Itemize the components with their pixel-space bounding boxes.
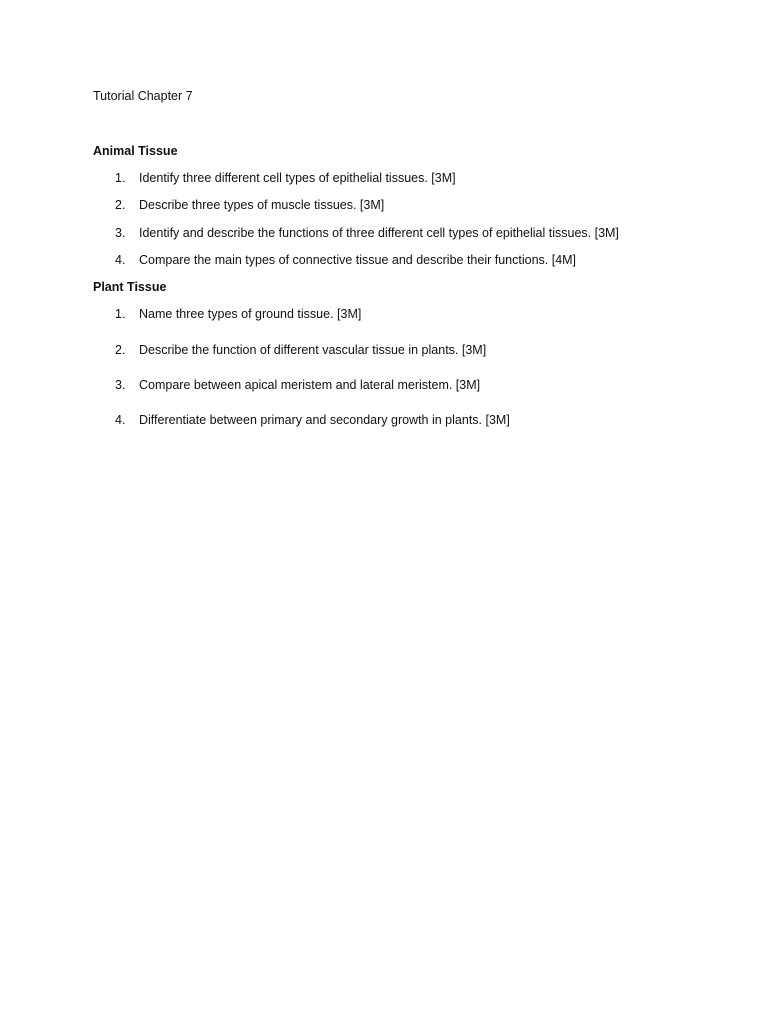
list-item-text: Name three types of ground tissue. [3M] xyxy=(139,307,362,321)
list-item-number: 1. xyxy=(115,171,126,185)
list-item-text: Identify three different cell types of epithelial tissues. [3M] xyxy=(139,171,456,185)
list-item-number: 2. xyxy=(115,198,126,212)
list-item-number: 2. xyxy=(115,343,126,357)
list-item-text: Differentiate between primary and secondary growth in plants. [3M] xyxy=(139,413,510,427)
list-item-number: 4. xyxy=(115,413,126,427)
list-item-number: 4. xyxy=(115,253,126,267)
list-item-text: Compare the main types of connective tissue and describe their functions. [4M] xyxy=(139,253,577,267)
list-item-text: Identify and describe the functions of three different cell types of epithelial tissues. [3M] xyxy=(139,226,619,240)
list-item-number: 1. xyxy=(115,307,126,321)
section-heading-animal-tissue: Animal Tissue xyxy=(93,144,178,158)
list-item-text: Describe three types of muscle tissues. [3M] xyxy=(139,198,385,212)
document-title: Tutorial Chapter 7 xyxy=(93,89,193,103)
list-item-text: Describe the function of different vascular tissue in plants. [3M] xyxy=(139,343,487,357)
list-item-number: 3. xyxy=(115,226,126,240)
list-item-number: 3. xyxy=(115,378,126,392)
section-heading-plant-tissue: Plant Tissue xyxy=(93,280,167,294)
list-item-text: Compare between apical meristem and lateral meristem. [3M] xyxy=(139,378,481,392)
